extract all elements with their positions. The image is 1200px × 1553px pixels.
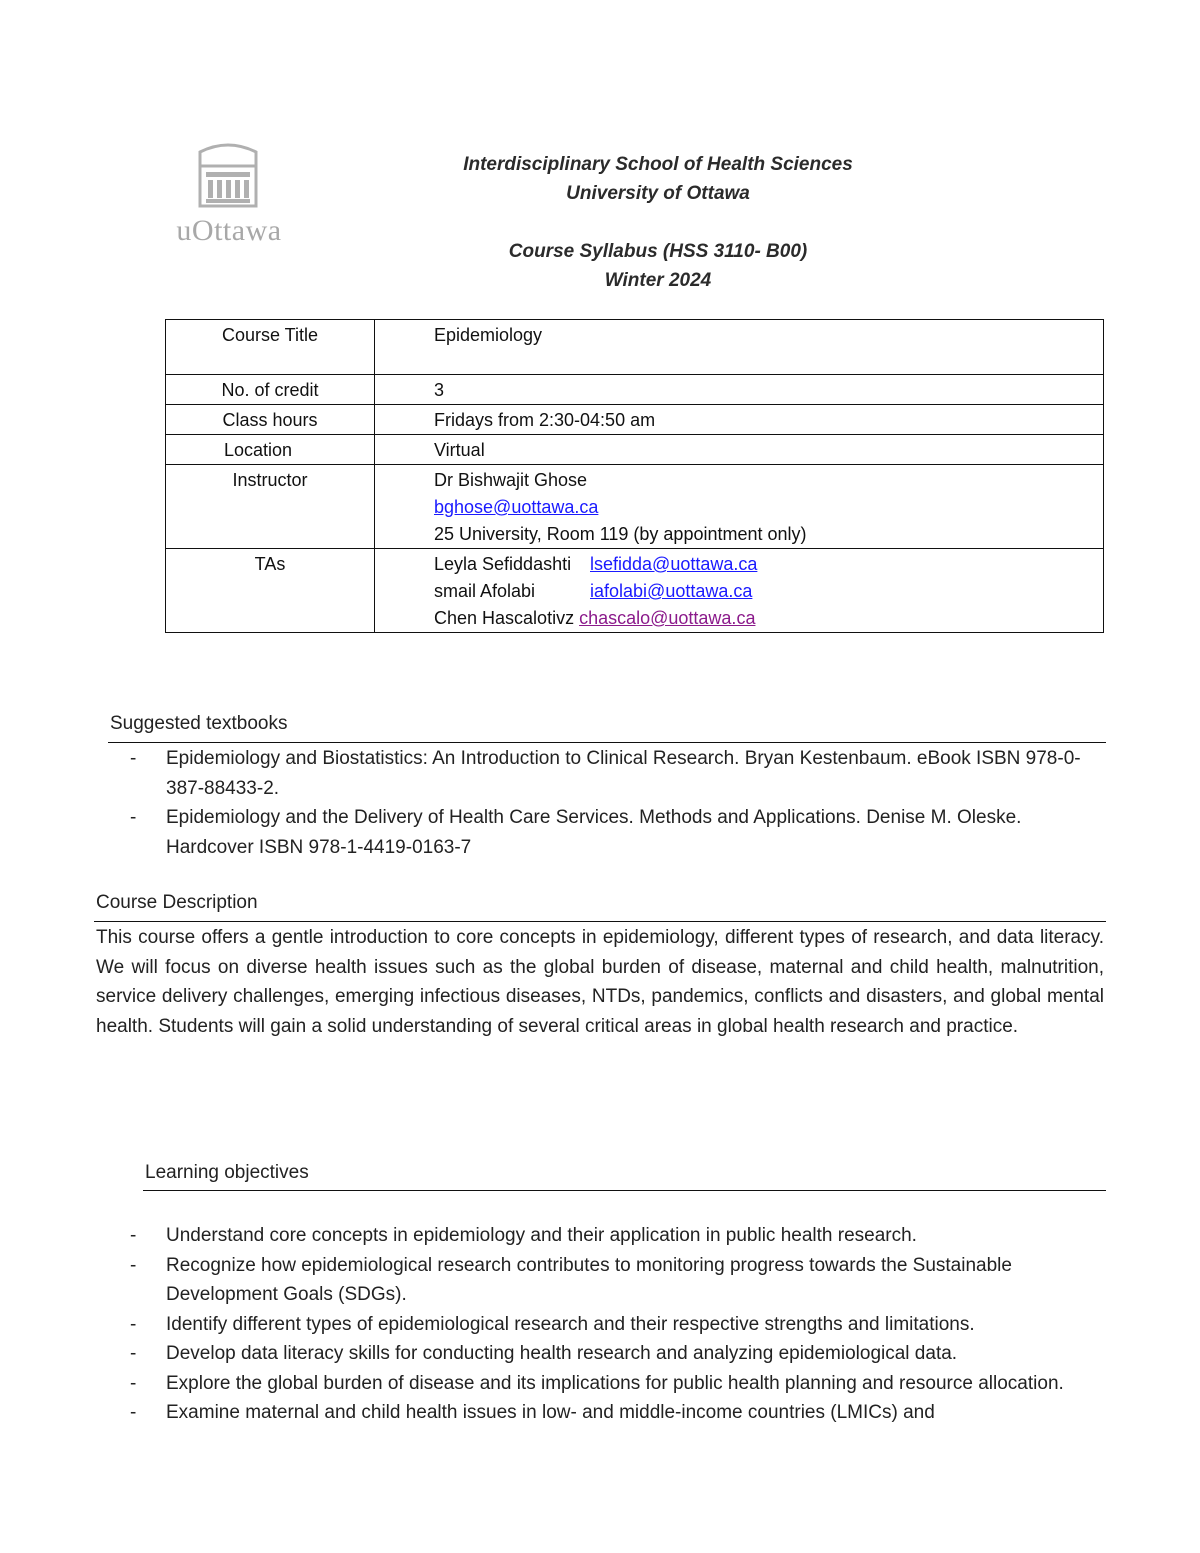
textbooks-divider: [108, 742, 1106, 743]
location-label: Location: [166, 435, 375, 465]
document-header: [400, 150, 916, 295]
table-row: [166, 435, 1104, 465]
tas-label: TAs: [166, 549, 375, 633]
hours-label: Class hours: [166, 405, 375, 435]
course-title-label: Course Title: [166, 320, 375, 375]
instructor-name: Dr Bishwajit Ghose: [434, 470, 588, 490]
list-item: - Recognize how epidemiological research contributes to monitoring progress towards the Sustainable Development Goals (SDGs).: [130, 1254, 1012, 1305]
table-row: [166, 549, 1104, 633]
table-row: [166, 465, 1104, 549]
tas-list: [375, 549, 1104, 633]
ta-entry: [434, 605, 1103, 632]
list-item: - Epidemiology and the Delivery of Health Care Services. Methods and Applications. Denise M. Oleske. Hardcover ISBN 978-1-4419-0163-7: [130, 807, 1022, 858]
credit-label: No. of credit: [166, 375, 375, 405]
ta-name: Chen Hascalotivz: [434, 608, 575, 628]
list-item: - Identify different types of epidemiological research and their respective strengths and limitations.: [130, 1313, 975, 1335]
objectives-divider: [143, 1190, 1106, 1191]
uottawa-logo: [164, 138, 294, 250]
ta-email-link[interactable]: chascalo@uottawa.ca: [579, 608, 756, 628]
description-heading: Course Description: [96, 892, 258, 913]
course-title-value: Epidemiology: [375, 320, 1104, 375]
syllabus-title: Course Syllabus (HSS 3110- B00): [508, 241, 808, 262]
textbooks-list: [130, 744, 1090, 862]
description-text: This course offers a gentle introduction to core concepts in epidemiology, different types of research, and data literacy. We will focus on diverse health issues such as the global burden of disease, maternal and child health, malnutrition, service delivery challenges, emerging infectious diseases, NTDs, pandemics, conflicts and disasters, and global mental health. Students will gain a solid understanding of several critical areas in global health research and practice.: [96, 927, 1104, 1037]
instructor-email-link[interactable]: bghose@uottawa.ca: [434, 497, 599, 517]
textbooks-heading: Suggested textbooks: [110, 713, 288, 734]
logo-wordmark: uOttawa: [176, 214, 282, 247]
table-row: [166, 320, 1104, 375]
list-item: - Examine maternal and child health issues in low- and middle-income countries (LMICs) and: [130, 1402, 935, 1423]
instructor-office: 25 University, Room 119 (by appointment only): [434, 524, 807, 544]
instructor-label: Instructor: [166, 465, 375, 549]
ta-name: smail Afolabi: [434, 581, 536, 601]
list-item: - Understand core concepts in epidemiology and their application in public health research.: [130, 1225, 917, 1246]
ta-email-link[interactable]: lsefidda@uottawa.ca: [590, 554, 758, 574]
course-info-table: [165, 319, 1104, 633]
list-item: - Explore the global burden of disease and its implications for public health planning and resource allocation.: [130, 1372, 1064, 1394]
list-item: - Epidemiology and Biostatistics: An Introduction to Clinical Research. Bryan Kestenbaum. eBook ISBN 978-0-387-88433-2.: [130, 748, 1081, 799]
hours-value: Fridays from 2:30-04:50 am: [375, 405, 1104, 435]
objectives-heading: Learning objectives: [145, 1162, 309, 1183]
table-row: [166, 405, 1104, 435]
university-name: University of Ottawa: [566, 183, 750, 204]
university-building-icon: [164, 138, 294, 214]
term: Winter 2024: [604, 270, 712, 291]
ta-email-link[interactable]: iafolabi@uottawa.ca: [590, 581, 753, 601]
location-value: Virtual: [375, 435, 1104, 465]
list-item: - Develop data literacy skills for conducting health research and analyzing epidemiological data.: [130, 1343, 958, 1364]
instructor-details: [375, 465, 1104, 549]
objectives-list: [130, 1221, 1105, 1428]
table-row: [166, 375, 1104, 405]
school-name: Interdisciplinary School of Health Sciences: [463, 154, 853, 175]
ta-entry: [434, 551, 1103, 578]
credit-value: 3: [375, 375, 1104, 405]
description-divider: [94, 921, 1106, 922]
ta-name: Leyla Sefiddashti: [434, 554, 572, 574]
ta-entry: [434, 578, 1103, 605]
